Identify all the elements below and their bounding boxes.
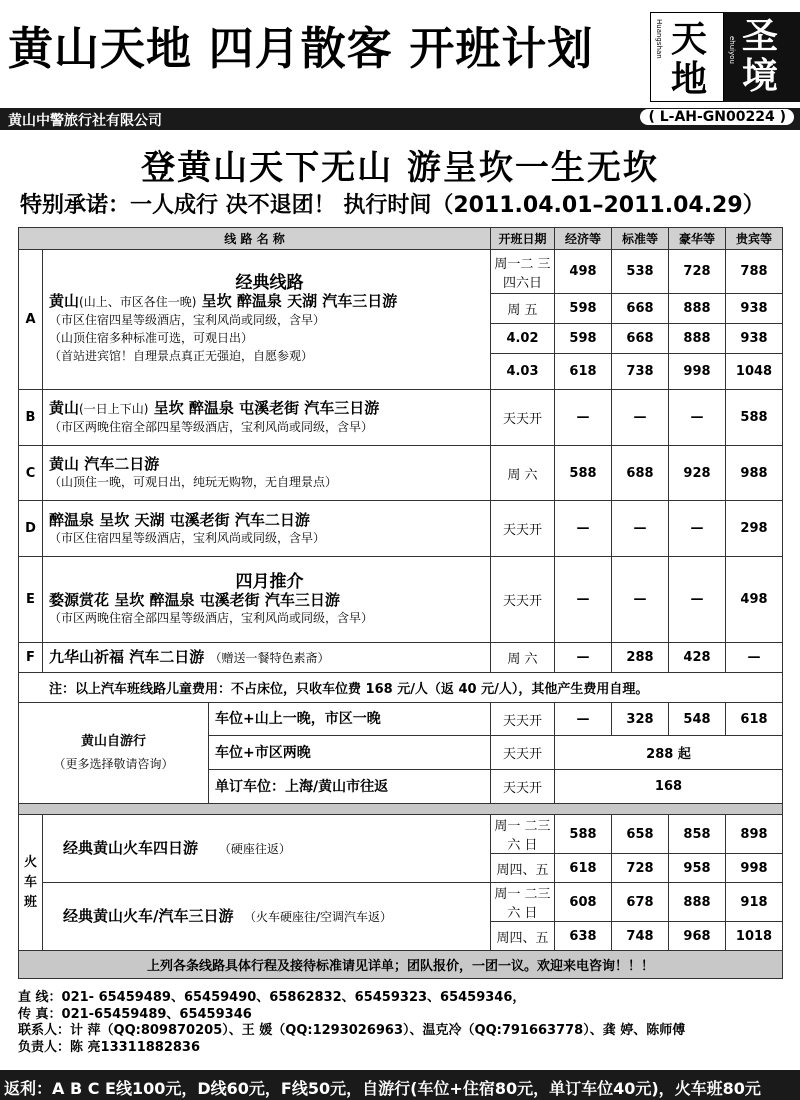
departure-date: 周 五 — [491, 294, 555, 324]
departure-date: 周 六 — [491, 446, 555, 501]
price-table — [18, 227, 783, 979]
shengjing-logo — [724, 12, 800, 102]
route-note: （市区住宿四星等级酒店，宝利风尚或同级，含早） — [49, 313, 326, 327]
departure-date: 天天开 — [491, 390, 555, 446]
self-guided-sub: （更多选择敬请咨询） — [53, 757, 174, 771]
route-note: （首站进宾馆！自理景点真正无强迫，自愿参观） — [49, 349, 314, 363]
self-guided-title: 黄山自游行 — [80, 734, 146, 749]
price-luxury: 858 — [669, 815, 726, 854]
departure-date: 周一 二三 六 日 — [491, 815, 555, 854]
price-vip: 588 — [726, 390, 783, 446]
header-standard: 标准等 — [612, 228, 669, 250]
train-label: 火车班 — [19, 815, 43, 951]
route-title-main: 黄山 — [49, 292, 80, 310]
table-row — [19, 951, 783, 979]
table-row — [19, 557, 783, 643]
route-title: 黄山 汽车二日游 — [49, 455, 160, 473]
price-standard: 728 — [612, 854, 669, 883]
route-title: 婺源赏花 呈坎 醉温泉 屯溪老街 汽车三日游 — [49, 590, 340, 609]
departure-date: 周四、五 — [491, 854, 555, 883]
section-title: 四月推介 — [235, 571, 304, 592]
departure-date: 天天开 — [491, 770, 555, 804]
logo1-text: 天地 — [671, 18, 708, 100]
price-standard: — — [612, 501, 669, 557]
price-vip: 918 — [726, 883, 783, 922]
price-economy: 608 — [555, 883, 612, 922]
departure-date: 4.03 — [491, 354, 555, 390]
price-vip: 1048 — [726, 354, 783, 390]
route-note: （火车硬座往/空调汽车返） — [243, 910, 392, 924]
route-title-main: 黄山 — [49, 399, 80, 417]
table-row — [19, 390, 783, 446]
price-standard: 328 — [612, 703, 669, 736]
route-title — [63, 839, 490, 858]
price-standard: 288 — [612, 643, 669, 673]
slogan: 登黄山天下无山 游呈坎一生无坎 — [141, 148, 659, 188]
price-luxury: 888 — [669, 324, 726, 354]
price-standard: 738 — [612, 354, 669, 390]
route-title — [49, 399, 490, 418]
departure-date: 4.02 — [491, 324, 555, 354]
route-note: （市区两晚住宿全部四星等级酒店，宝利风尚或同级，含早） — [49, 610, 374, 625]
price-luxury: — — [669, 390, 726, 446]
departure-date: 天天开 — [491, 501, 555, 557]
price-vip: 1018 — [726, 922, 783, 951]
self-guided-tour — [19, 703, 209, 804]
price-economy: 618 — [555, 354, 612, 390]
self-option: 车位+山上一晚，市区一晚 — [209, 703, 491, 736]
company-bar — [0, 108, 800, 130]
price-vip: 988 — [726, 446, 783, 501]
route-title-main: 经典黄山火车四日游 — [63, 839, 199, 857]
table-row — [19, 703, 783, 736]
price-luxury: 728 — [669, 250, 726, 294]
table-row — [19, 501, 783, 557]
contact-info — [18, 990, 685, 1056]
departure-date: 天天开 — [491, 557, 555, 643]
price-economy: 498 — [555, 250, 612, 294]
price-standard: 668 — [612, 294, 669, 324]
route-title-rest: 呈坎 醉温泉 屯溪老街 汽车三日游 — [153, 399, 380, 417]
contact-people: 联系人：计 萍（QQ:809870205）、王 媛（QQ:1293026963）、温克冷（QQ:791663778）、龚 婷、陈师傅 — [18, 1023, 686, 1038]
tiandi-logo — [650, 12, 724, 102]
price-vip: 938 — [726, 294, 783, 324]
price-luxury: 548 — [669, 703, 726, 736]
route-title: 醉温泉 呈坎 天湖 屯溪老街 汽车二日游 — [49, 510, 310, 529]
price-economy: — — [555, 390, 612, 446]
bottom-note: 上列各条线路具体行程及接待标准请见详单；团队报价，一团一议。欢迎来电咨询！！！ — [19, 951, 783, 979]
price-economy: — — [555, 501, 612, 557]
company-name: 黄山中警旅行社有限公司 — [8, 113, 162, 129]
merged-price: 168 — [555, 770, 783, 804]
route-title — [49, 292, 490, 311]
price-economy: — — [555, 643, 612, 673]
route-e — [43, 557, 491, 643]
price-luxury: 928 — [669, 446, 726, 501]
price-vip: 898 — [726, 815, 783, 854]
route-f — [43, 643, 491, 673]
price-economy: 588 — [555, 815, 612, 854]
self-option: 车位+市区两晚 — [209, 736, 491, 770]
rebate-bar: 返利：A B C E线100元，D线60元，F线50元，自游行(车位+住宿80元，单订车位40元)，火车班80元 — [0, 1070, 800, 1100]
header-economy: 经济等 — [555, 228, 612, 250]
table-row — [19, 250, 783, 294]
logo2-text: 圣境 — [742, 15, 779, 97]
page-title: 黄山天地 四月散客 开班计划 — [8, 22, 594, 75]
merged-price: 288 起 — [555, 736, 783, 770]
route-title-main: 九华山祈福 汽车二日游 — [49, 648, 205, 666]
table-row — [19, 446, 783, 501]
logo1-latin: Huangshan — [655, 19, 663, 59]
price-vip: 618 — [726, 703, 783, 736]
price-vip: 938 — [726, 324, 783, 354]
table-row — [19, 883, 783, 922]
train-route — [43, 883, 491, 951]
route-note: （市区住宿四星等级酒店，宝利风尚或同级，含早） — [49, 530, 326, 545]
price-vip: — — [726, 643, 783, 673]
price-vip: 788 — [726, 250, 783, 294]
price-luxury: 428 — [669, 643, 726, 673]
price-luxury: — — [669, 501, 726, 557]
price-standard: 668 — [612, 324, 669, 354]
route-title-paren: (一日上下山) — [79, 402, 149, 416]
self-option: 单订车位：上海/黄山市往返 — [209, 770, 491, 804]
price-standard: — — [612, 557, 669, 643]
header — [0, 0, 800, 104]
table-row — [19, 815, 783, 854]
route-letter: C — [19, 446, 43, 501]
route-letter: D — [19, 501, 43, 557]
price-standard: 658 — [612, 815, 669, 854]
section-title: 经典线路 — [235, 273, 304, 293]
route-title — [49, 648, 490, 667]
separator — [19, 804, 783, 815]
table-row — [19, 643, 783, 673]
price-luxury: 958 — [669, 854, 726, 883]
departure-date: 周四、五 — [491, 922, 555, 951]
route-title-small: （赠送一餐特色素斋） — [209, 651, 330, 665]
departure-date: 周 六 — [491, 643, 555, 673]
price-vip: 298 — [726, 501, 783, 557]
child-fee-note: 注：以上汽车班线路儿童费用：不占床位，只收车位费 168 元/人（返 40 元/人），其他产生费用自理。 — [19, 673, 783, 703]
price-standard: — — [612, 390, 669, 446]
table-header — [19, 228, 783, 250]
price-economy: — — [555, 557, 612, 643]
price-economy: — — [555, 703, 612, 736]
header-date: 开班日期 — [491, 228, 555, 250]
route-letter: E — [19, 557, 43, 643]
fax-line: 传 真：021-65459489、65459346 — [18, 1006, 252, 1022]
promise: 特别承诺：一人成行 决不退团！ 执行时间（2011.04.01–2011.04.29） — [20, 193, 765, 218]
price-standard: 538 — [612, 250, 669, 294]
route-b — [43, 390, 491, 446]
route-a — [43, 250, 491, 390]
phone-line: 直 线：021- 65459489、65459490、65862832、65459323、65459346， — [18, 990, 526, 1005]
route-c — [43, 446, 491, 501]
price-vip: 498 — [726, 557, 783, 643]
manager-line: 负责人：陈 亮13311882836 — [18, 1039, 201, 1055]
price-economy: 638 — [555, 922, 612, 951]
header-route: 线 路 名 称 — [19, 228, 491, 250]
table-row — [19, 673, 783, 703]
route-letter: B — [19, 390, 43, 446]
route-note: （山顶住宿多种标准可选，可观日出） — [49, 331, 254, 345]
route-letter: A — [19, 250, 43, 390]
price-standard: 678 — [612, 883, 669, 922]
departure-date: 周一 二三 六 日 — [491, 883, 555, 922]
route-d — [43, 501, 491, 557]
departure-date: 周一二 三四六日 — [491, 250, 555, 294]
route-note: （市区两晚住宿全部四星等级酒店，宝利风尚或同级，含早） — [49, 420, 374, 434]
route-note: （硬座往返） — [218, 842, 291, 856]
price-luxury: 968 — [669, 922, 726, 951]
price-economy: 588 — [555, 446, 612, 501]
price-vip: 998 — [726, 854, 783, 883]
route-note: （山顶住一晚，可观日出，纯玩无购物，无自理景点） — [49, 475, 338, 489]
route-title-main: 经典黄山火车/汽车三日游 — [63, 907, 234, 925]
license-number: ( L-AH-GN00224 ) — [640, 109, 794, 125]
departure-date: 天天开 — [491, 703, 555, 736]
price-luxury: 998 — [669, 354, 726, 390]
route-title — [63, 907, 490, 926]
route-title-paren: (山上、市区各住一晚) — [79, 295, 197, 309]
price-luxury: 888 — [669, 883, 726, 922]
price-economy: 598 — [555, 294, 612, 324]
train-route — [43, 815, 491, 883]
logo2-latin: ehuiyou — [728, 36, 736, 64]
price-economy: 618 — [555, 854, 612, 883]
header-vip: 贵宾等 — [726, 228, 783, 250]
price-standard: 688 — [612, 446, 669, 501]
price-standard: 748 — [612, 922, 669, 951]
route-letter: F — [19, 643, 43, 673]
header-luxury: 豪华等 — [669, 228, 726, 250]
route-title-rest: 呈坎 醉温泉 天湖 汽车三日游 — [201, 292, 398, 310]
price-luxury: — — [669, 557, 726, 643]
departure-date: 天天开 — [491, 736, 555, 770]
price-economy: 598 — [555, 324, 612, 354]
price-luxury: 888 — [669, 294, 726, 324]
separator-row — [19, 804, 783, 815]
